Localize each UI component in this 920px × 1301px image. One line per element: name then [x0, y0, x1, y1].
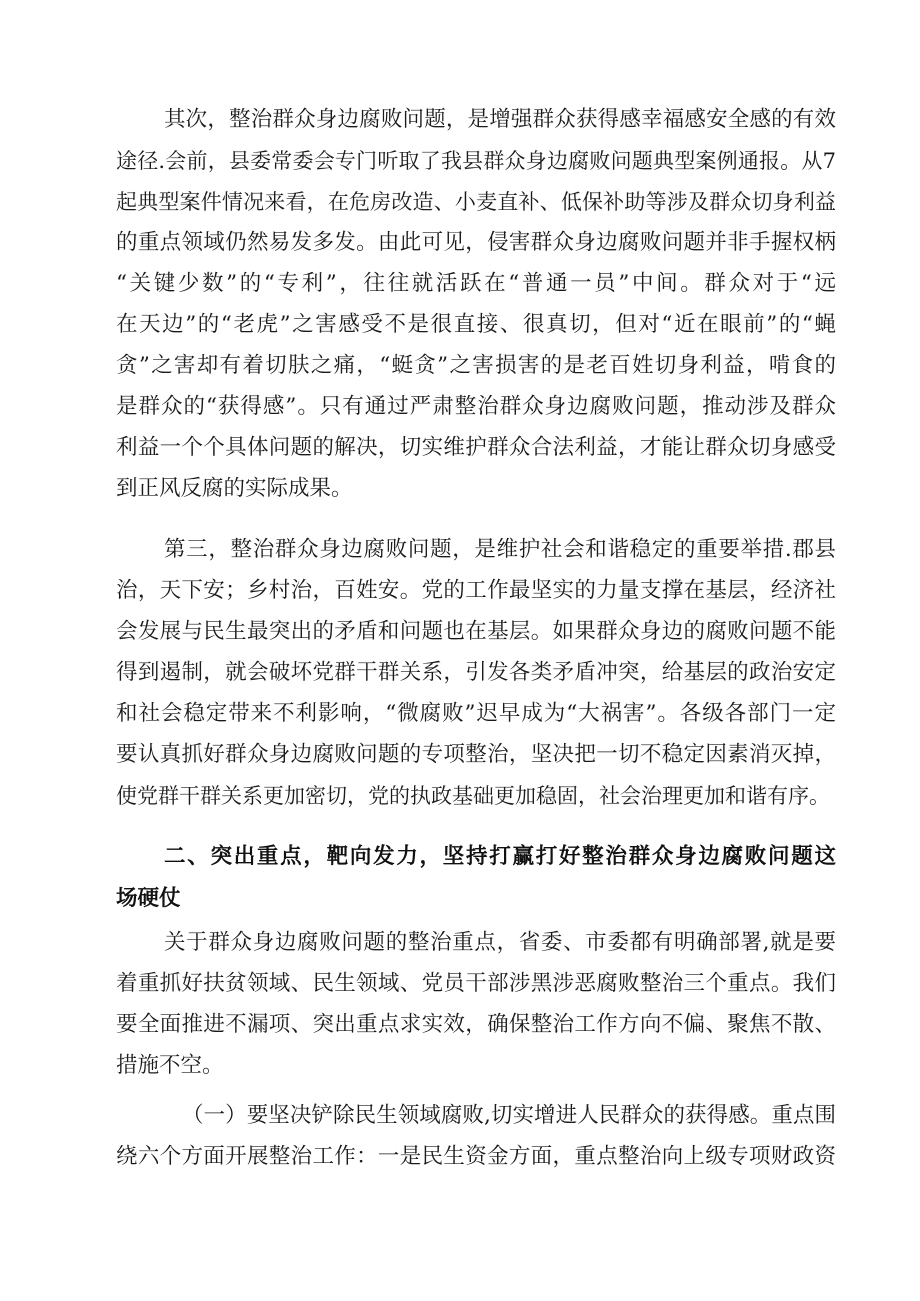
paragraph-line: 贪”之害却有着切肤之痛，“蜓贪”之害损害的是老百姓切身利益，啃食的 [116, 353, 836, 378]
paragraph-line: 会发展与民生最突出的矛盾和问题也在基层。如果群众身边的腐败问题不能 [116, 619, 836, 644]
paragraph-line: 和社会稳定带来不利影响，“微腐败”迟早成为“大祸害”。各级各部门一定 [116, 701, 836, 726]
paragraph-line: 起典型案件情况来看，在危房改造、小麦直补、低保补助等涉及群众切身利益 [116, 190, 836, 214]
paragraph-line: （一）要坚决铲除民生领域腐败,切实增进人民群众的获得感。重点围 [182, 1103, 836, 1128]
paragraph-line: 利益一个个具体问题的解决，切实维护群众合法利益，才能让群众切身感受 [116, 435, 836, 460]
paragraph-line: 使党群干群关系更加密切，党的执政基础更加稳固，社会治理更加和谐有序。 [116, 784, 830, 808]
paragraph-line: 在天边”的“老虎”之害感受不是很直接、很真切，但对“近在眼前”的“蝇 [116, 312, 836, 337]
heading-line: 场硬仗 [116, 886, 181, 911]
paragraph-line: 要认真抓好群众身边腐败问题的专项整治，坚决把一切不稳定因素消灭掉， [116, 742, 836, 767]
paragraph-line: 要全面推进不漏项、突出重点求实效，确保整治工作方向不偏、聚焦不散、 [116, 1012, 836, 1037]
paragraph-line: 着重抓好扶贫领域、民生领域、党员干部涉黑涉恶腐败整治三个重点。我们 [116, 971, 836, 996]
paragraph-line: “关键少数”的“专利”，往往就活跃在“普通一员”中间。群众对于“远 [116, 271, 836, 296]
paragraph-line: 绕六个方面开展整治工作：一是民生资金方面，重点整治向上级专项财政资 [116, 1144, 836, 1169]
paragraph-line: 途径.会前，县委常委会专门听取了我县群众身边腐败问题典型案例通报。从7 [116, 149, 836, 173]
heading-line: 二、突出重点，靶向发力，坚持打赢打好整治群众身边腐败问题这 [164, 844, 836, 869]
paragraph-line: 措施不空。 [116, 1053, 224, 1078]
paragraph-line: 其次，整治群众身边腐败问题，是增强群众获得感幸福感安全感的有效 [164, 107, 836, 132]
paragraph-line: 到正风反腐的实际成果。 [116, 476, 353, 501]
paragraph-line: 治，天下安；乡村治，百姓安。党的工作最坚实的力量支撑在基层，经济社 [116, 578, 836, 603]
paragraph-line: 得到遏制，就会破坏党群干群关系，引发各类矛盾冲突，给基层的政治安定 [116, 660, 836, 685]
paragraph-line: 关于群众身边腐败问题的整治重点，省委、市委都有明确部署,就是要 [164, 930, 836, 955]
paragraph-line: 的重点领域仍然易发多发。由此可见，侵害群众身边腐败问题并非手握权柄 [116, 230, 836, 255]
paragraph-line: 是群众的“获得感”。只有通过严肃整治群众身边腐败问题，推动涉及群众 [116, 394, 836, 419]
paragraph-line: 第三，整治群众身边腐败问题，是维护社会和谐稳定的重要举措.郡县 [164, 537, 836, 562]
